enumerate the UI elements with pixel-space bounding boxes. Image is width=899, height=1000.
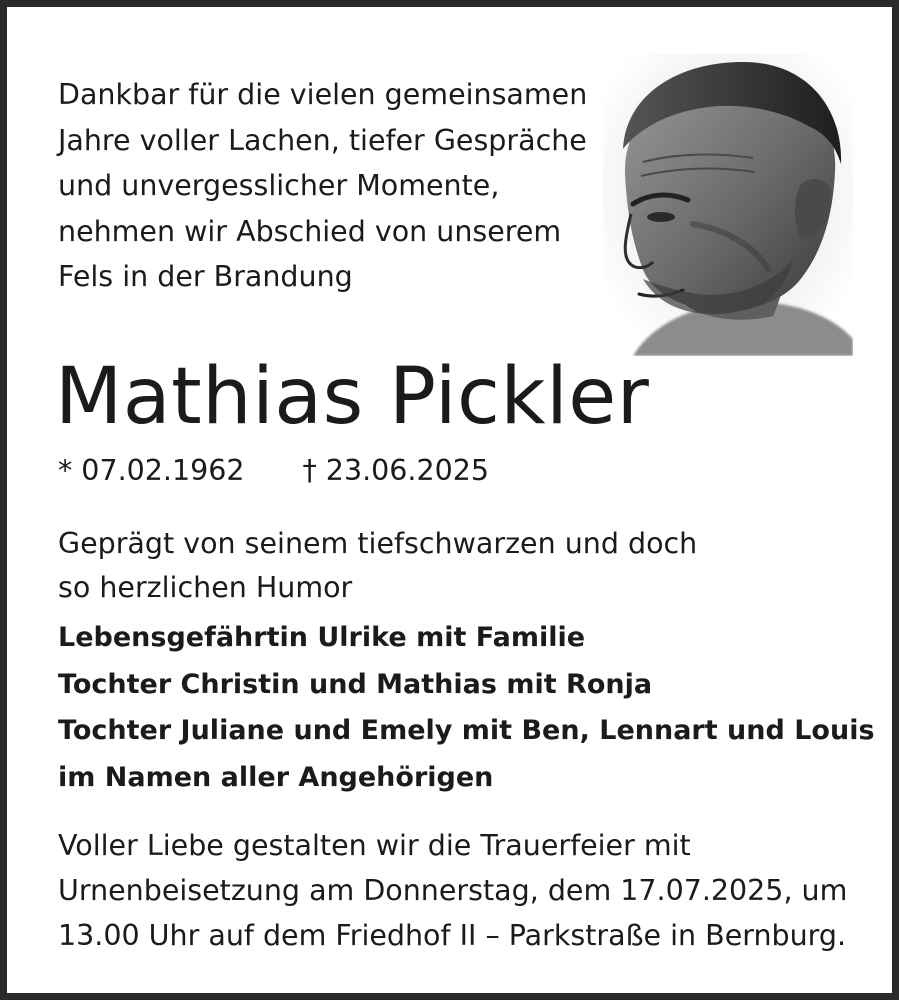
death-date: † 23.06.2025 — [302, 454, 489, 487]
mourners-list — [58, 615, 875, 801]
intro-line: Jahre voller Lachen, tiefer Gespräche — [58, 123, 587, 157]
portrait-image — [603, 54, 853, 356]
mourner-line: Tochter Christin und Mathias mit Ronja — [58, 668, 653, 700]
deceased-name: Mathias Pickler — [55, 352, 650, 442]
service-line: Voller Liebe gestalten wir die Trauerfeier mit — [58, 829, 691, 862]
birth-date: * 07.02.1962 — [58, 454, 245, 487]
mourner-line: Tochter Juliane und Emely mit Ben, Lennart und Louis — [58, 715, 875, 746]
tribute-text — [58, 522, 697, 610]
intro-line: Dankbar für die vielen gemeinsamen — [58, 78, 588, 111]
service-line: Urnenbeisetzung am Donnerstag, dem 17.07.2025, um — [58, 874, 848, 907]
tribute-line: Geprägt von seinem tiefschwarzen und doch — [58, 527, 698, 560]
intro-line: Fels in der Brandung — [58, 260, 353, 293]
life-dates — [58, 449, 489, 493]
portrait-photo — [603, 54, 853, 356]
intro-line: nehmen wir Abschied von unserem — [58, 214, 562, 248]
service-info — [58, 823, 847, 958]
intro-line: und unvergesslicher Momente, — [58, 169, 500, 202]
mourner-line: im Namen aller Angehörigen — [58, 761, 494, 793]
intro-text — [58, 72, 598, 300]
mourner-line: Lebensgefährtin Ulrike mit Familie — [58, 622, 586, 653]
tribute-line: so herzlichen Humor — [58, 571, 353, 604]
service-line: 13.00 Uhr auf dem Friedhof II – Parkstraße in Bernburg. — [58, 919, 847, 952]
